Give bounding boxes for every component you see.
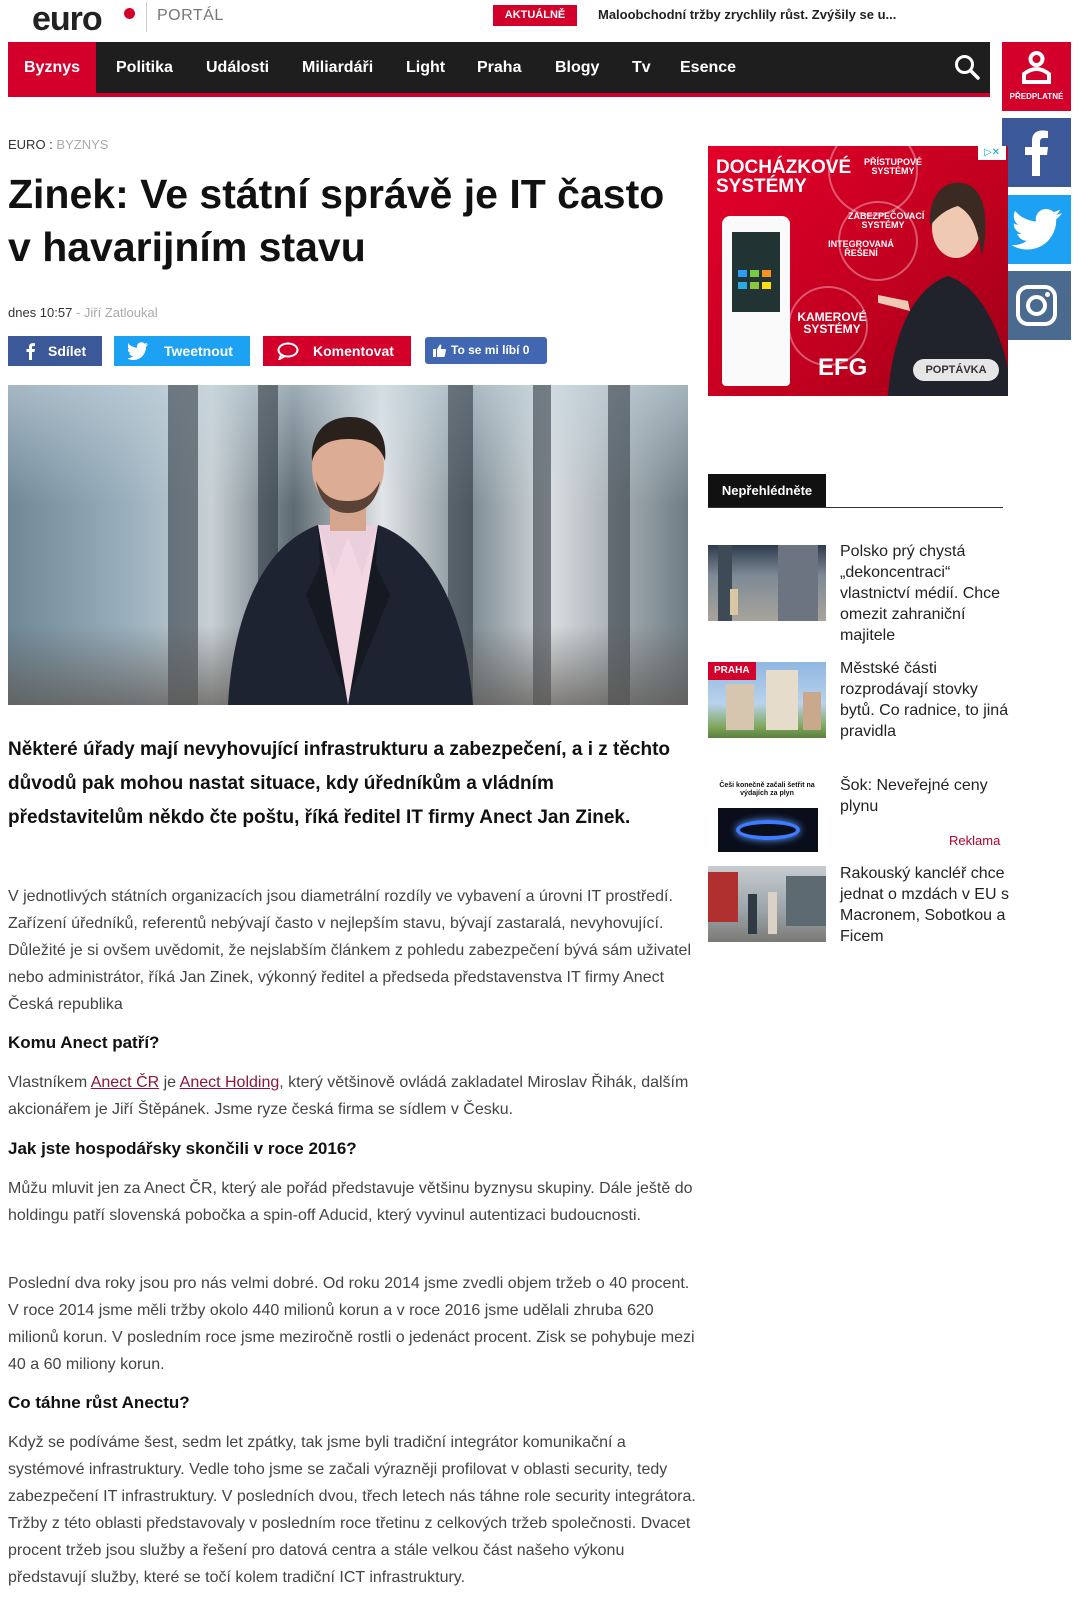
anect-cr-link[interactable]: Anect ČR <box>90 1074 160 1091</box>
article-paragraph: Poslední dva roky jsou pro nás velmi dobré. Od roku 2014 jsme zvedli objem tržeb o 40 procent. V roce 2014 jsme měli tržby okolo 440 milionů korun a v roce 2016 jsme udělali zhruba 620 milionů korun. V posledním roce jsme meziročně rostli o jedenáct procent. Zisk se pohybuje mezi 40 a 60 miliony korun. <box>8 1275 695 1373</box>
logo-dot <box>124 8 135 19</box>
question-heading: Jak jste hospodářsky skončili v roce 2016? <box>8 1139 357 1158</box>
article-paragraph: Když se podíváme šest, sedm let zpátky, tak jsme byli tradiční integrátor komunikační a systémové infrastruktury. Vedle toho jsme se začali výrazněji profilovat v oblasti security, tedy zabezpečení IT infrastruktury. V posledních dvou, třech letech nás táhne role security integrátora. Tržby z této oblasti představovaly v posledním roce třetinu z celkových tržeb společnosti. Dvacet procent tržeb jsou služby a řešení pro datová centra a stále velkou část našeho výkonu představují služby, které se točí kolem tradiční ICT infrastruktury. <box>8 1434 696 1586</box>
nav-item-miliardari[interactable]: Miliardáři <box>302 59 374 76</box>
article-hero-image <box>8 385 688 705</box>
nav-item-udalosti[interactable]: Události <box>206 59 270 76</box>
sidebar-thumbnail[interactable] <box>708 866 826 942</box>
terminal-screen <box>732 232 780 312</box>
facebook-button[interactable] <box>1002 118 1071 187</box>
portal-label[interactable]: PORTÁL <box>157 7 224 24</box>
advertisement-banner[interactable] <box>708 146 1008 396</box>
nav-item-politika[interactable]: Politika <box>116 59 173 76</box>
twitter-icon <box>128 342 148 360</box>
question-heading: Co táhne růst Anectu? <box>8 1393 190 1412</box>
sidebar-article-link[interactable]: Šok: Neveřejné ceny plynu <box>840 777 988 815</box>
nav-item-byznys[interactable]: Byznys <box>8 42 96 93</box>
paragraph-text: , který většinově ovládá zakladatel Miroslav Řihák, dalším akcionářem je Jiří Štěpánek. Jsme ryze česká firma se sídlem v Česku. <box>8 1074 689 1118</box>
question-heading: Komu Anect patří? <box>8 1033 160 1052</box>
ad-choices-icon[interactable]: ▷✕ <box>978 146 1006 160</box>
main-nav <box>8 42 990 97</box>
top-bar <box>0 0 1090 36</box>
ad-label: ZABEZPEČOVACÍ SYSTÉMY <box>848 211 925 230</box>
instagram-icon <box>1002 271 1071 340</box>
sidebar-thumbnail[interactable] <box>708 545 826 621</box>
share-facebook-label: Sdílet <box>48 343 87 359</box>
facebook-icon <box>1002 118 1071 187</box>
comment-icon <box>277 342 299 360</box>
breadcrumb <box>8 137 108 152</box>
sidebar-thumbnail[interactable] <box>708 662 826 738</box>
breadcrumb-separator: : <box>45 137 57 152</box>
ad-cta-button[interactable]: POPTÁVKA <box>913 359 999 381</box>
tab-underline <box>708 507 1003 508</box>
ad-label: PŘÍSTUPOVÉ SYSTÉMY <box>863 157 922 176</box>
sidebar-article-link[interactable]: Městské části rozprodávají stovky bytů. Co radnice, to jiná pravidla <box>840 660 1009 740</box>
search-icon[interactable] <box>954 54 980 80</box>
paragraph-text: Vlastníkem <box>8 1074 91 1091</box>
like-button[interactable] <box>425 337 547 364</box>
share-twitter-button[interactable] <box>114 336 250 366</box>
article-date: dnes 10:57 <box>8 305 73 320</box>
twitter-button[interactable] <box>1002 195 1071 264</box>
share-twitter-label: Tweetnout <box>164 343 233 359</box>
article-paragraph: V jednotlivých státních organizacích jsou diametrální rozdíly ve vybavení a úrovni IT prostředí. Zařízení úředníků, referentů nebývají často v nejlepším stavu, bývají zastaralá, nevyhovující. Důležité je si ovšem uvědomit, že nejslabším článkem z pohledu zabezpečení bývá sám uživatel nebo administrátor, říká Jan Zinek, výkonný ředitel a předseda představenstva IT firmy Anect Česká republika <box>8 888 691 1013</box>
sidebar-article-link[interactable]: Rakouský kancléř chce jednat o mzdách v EU s Macronem, Sobotkou a Ficem <box>840 865 1009 945</box>
facebook-icon <box>22 342 40 360</box>
ad-brand: EFG <box>818 354 868 381</box>
subscriber-icon <box>1002 42 1071 92</box>
nav-item-blogy[interactable]: Blogy <box>555 59 600 76</box>
article-meta <box>8 305 158 320</box>
nav-item-tv[interactable]: Tv <box>632 59 651 76</box>
nav-item-esence[interactable]: Esence <box>680 59 737 76</box>
attendance-terminal-image <box>722 216 790 386</box>
breadcrumb-home[interactable]: EURO <box>8 137 46 152</box>
paragraph-text: je <box>159 1074 180 1091</box>
meta-separator: - <box>72 305 84 320</box>
breadcrumb-section[interactable]: BYZNYS <box>56 137 109 152</box>
article-paragraph <box>8 1069 696 1123</box>
comment-button[interactable] <box>263 336 411 366</box>
thumbs-up-icon <box>433 344 446 357</box>
euro-logo[interactable]: euro <box>32 0 102 38</box>
article-author[interactable]: Jiří Zatloukal <box>83 305 158 320</box>
ad-label: KAMEROVÉ SYSTÉMY <box>797 310 867 336</box>
sponsored-label: Reklama <box>949 833 1001 848</box>
sidebar-thumbnail[interactable] <box>708 780 826 854</box>
subscription-label: PŘEDPLATNÉ <box>1009 92 1064 101</box>
article-lead: Některé úřady mají nevyhovující infrastrukturu a zabezpečení, a i z těchto důvodů pak mohou nastat situace, kdy úředníkům a vládním představitelům někdo čte poštu, říká ředitel IT firmy Anect Jan Zinek. <box>8 739 671 828</box>
instagram-button[interactable] <box>1002 271 1071 340</box>
comment-label: Komentovat <box>313 343 394 359</box>
subscription-button[interactable] <box>1002 42 1071 111</box>
praha-badge: PRAHA <box>708 662 756 680</box>
ad-title: DOCHÁZKOVÉ SYSTÉMY <box>716 157 852 197</box>
anect-holding-link[interactable]: Anect Holding <box>179 1074 280 1091</box>
news-ticker[interactable]: Maloobchodní tržby zrychlily růst. Zvýšily se u... <box>598 7 897 22</box>
sidebar-article-link[interactable]: Polsko prý chystá „dekoncentraci“ vlastnictví médií. Chce omezit zahraniční majitele <box>840 543 1001 644</box>
tab-neprehlednete[interactable]: Nepřehlédněte <box>708 474 826 508</box>
article-title: Zinek: Ve státní správě je IT často v havarijním stavu <box>8 171 665 270</box>
nav-item-light[interactable]: Light <box>406 59 446 76</box>
article-paragraph: Můžu mluvit jen za Anect ČR, který ale pořád představuje většinu byznysu skupiny. Dále ještě do holdingu patří slovenská pobočka a spin-off Aducid, který vyvinul autentizaci budoucnosti. <box>8 1180 693 1224</box>
twitter-icon <box>1002 195 1071 264</box>
nav-item-praha[interactable]: Praha <box>477 59 522 76</box>
like-label: To se mi líbí 0 <box>451 343 530 357</box>
logo-divider <box>146 2 147 32</box>
share-facebook-button[interactable] <box>8 336 102 366</box>
thumb-caption: Češi konečně začali šetřit na výdajích za plyn <box>719 782 815 797</box>
aktualne-badge[interactable]: AKTUÁLNĚ <box>493 5 577 26</box>
man-portrait <box>208 405 488 705</box>
ad-label: INTEGROVANÁ ŘEŠENÍ <box>828 239 894 258</box>
